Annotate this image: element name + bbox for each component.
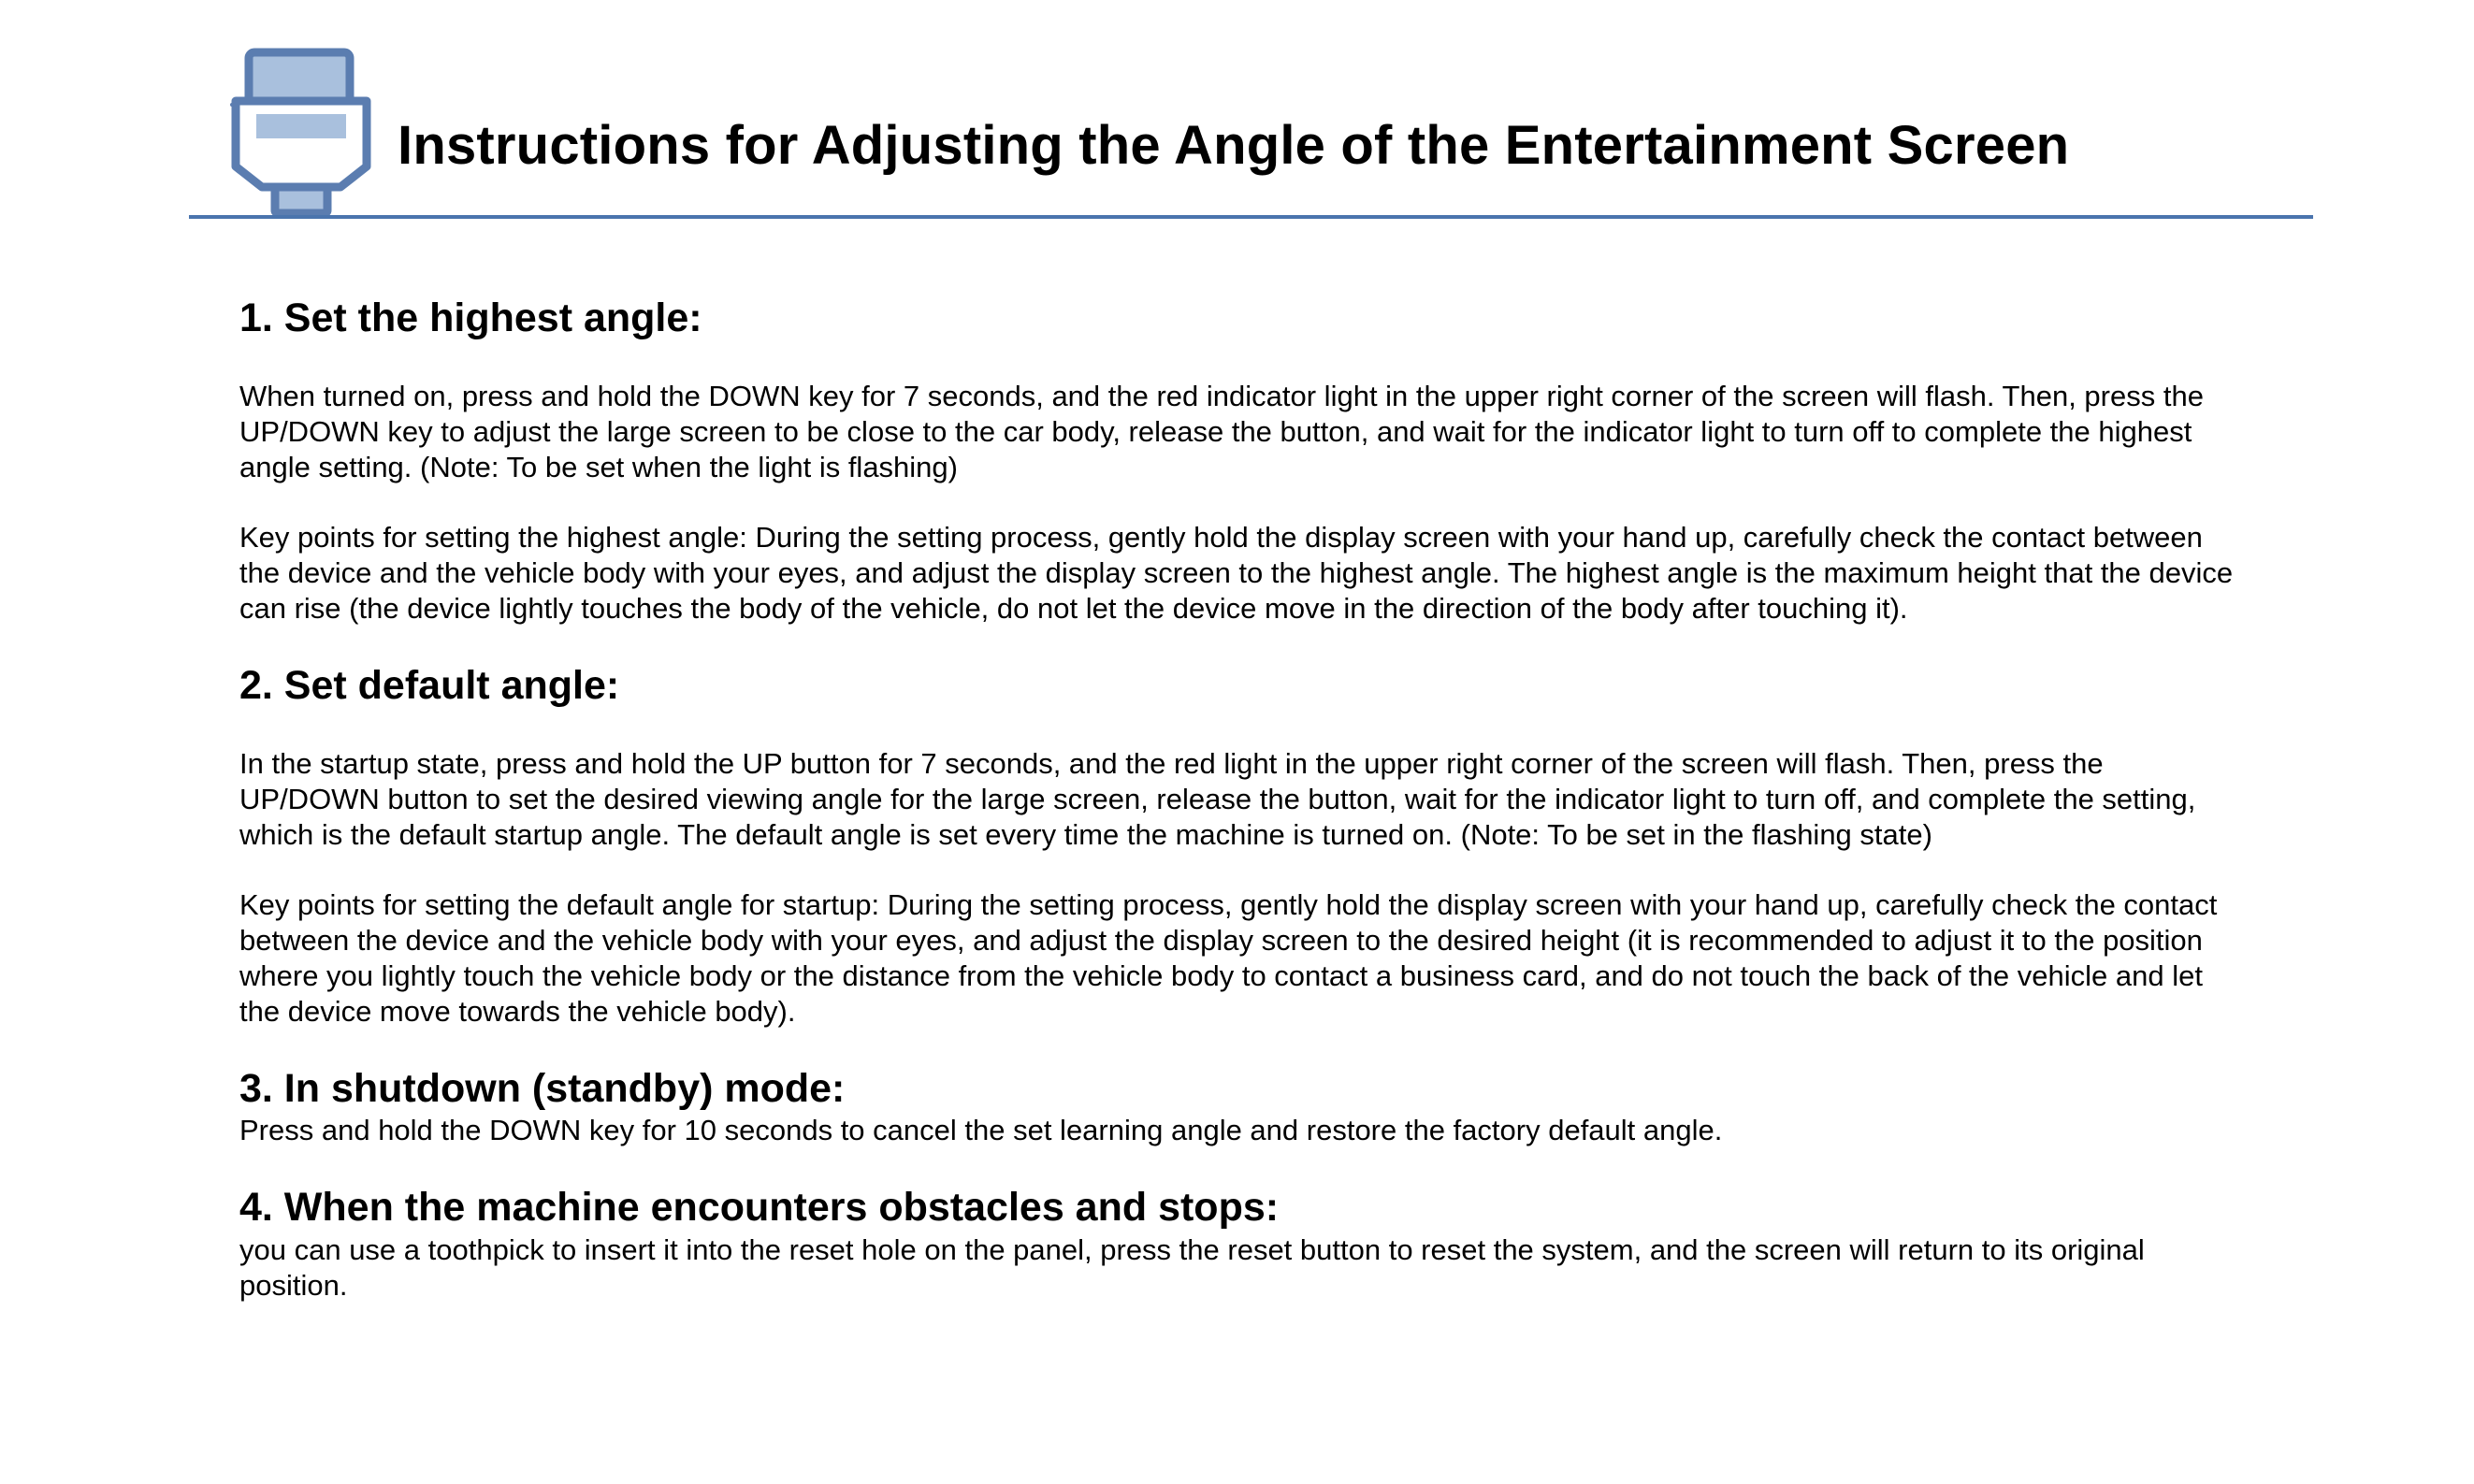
document-title: Instructions for Adjusting the Angle of the Entertainment Screen [398,115,2070,176]
section-3-heading: 3. In shutdown (standby) mode: [239,1066,846,1111]
section-1-paragraph-2: Key points for setting the highest angle: During the setting process, gently hold the display screen with your hand up, carefully check the contact between the device and the vehicle body with your eyes, and adjust the display screen to the highest angle. The highest angle is the maximum height that the device can rise (the device lightly touches the body of the vehicle, do not let the device move in the direction of the body after touching it). [239,521,2234,625]
section-4-paragraph-1: you can use a toothpick to insert it into the reset hole on the panel, press the reset button to reset the system, and the screen will return to its original position. [239,1233,2145,1302]
section-1-paragraph-1: When turned on, press and hold the DOWN key for 7 seconds, and the red indicator light in the upper right corner of the screen will flash. Then, press the UP/DOWN key to adjust the large screen to be close to the car body, release the button, and wait for the indicator light to turn off to complete the highest angle setting. (Note: To be set when the light is flashing) [239,380,2204,483]
printer-device-icon [228,47,374,221]
section-1-heading: 1. Set the highest angle: [239,295,702,340]
section-3-paragraph-1: Press and hold the DOWN key for 10 seconds to cancel the set learning angle and restore the factory default angle. [239,1114,1723,1146]
section-4-heading: 4. When the machine encounters obstacles and stops: [239,1185,1280,1230]
section-2-paragraph-2: Key points for setting the default angle for startup: During the setting process, gently hold the display screen with your hand up, carefully check the contact between the device and the vehicle body with your eyes, and adjust the display screen to the desired height (it is recommended to adjust it to the position where you lightly touch the vehicle body or the distance from the vehicle body to contact a business card, and do not touch the back of the vehicle and let the device move towards the vehicle body). [239,888,2218,1028]
section-2-heading: 2. Set default angle: [239,663,620,708]
document-header [0,0,2474,224]
section-2-paragraph-1: In the startup state, press and hold the UP button for 7 seconds, and the red light in the upper right corner of the screen will flash. Then, press the UP/DOWN button to set the desired viewing angle for the large screen, release the button, wait for the indicator light to turn off, and complete the setting, which is the default startup angle. The default angle is set every time the machine is turned on. (Note: To be set in the flashing state) [239,747,2196,851]
title-divider [189,215,2313,219]
